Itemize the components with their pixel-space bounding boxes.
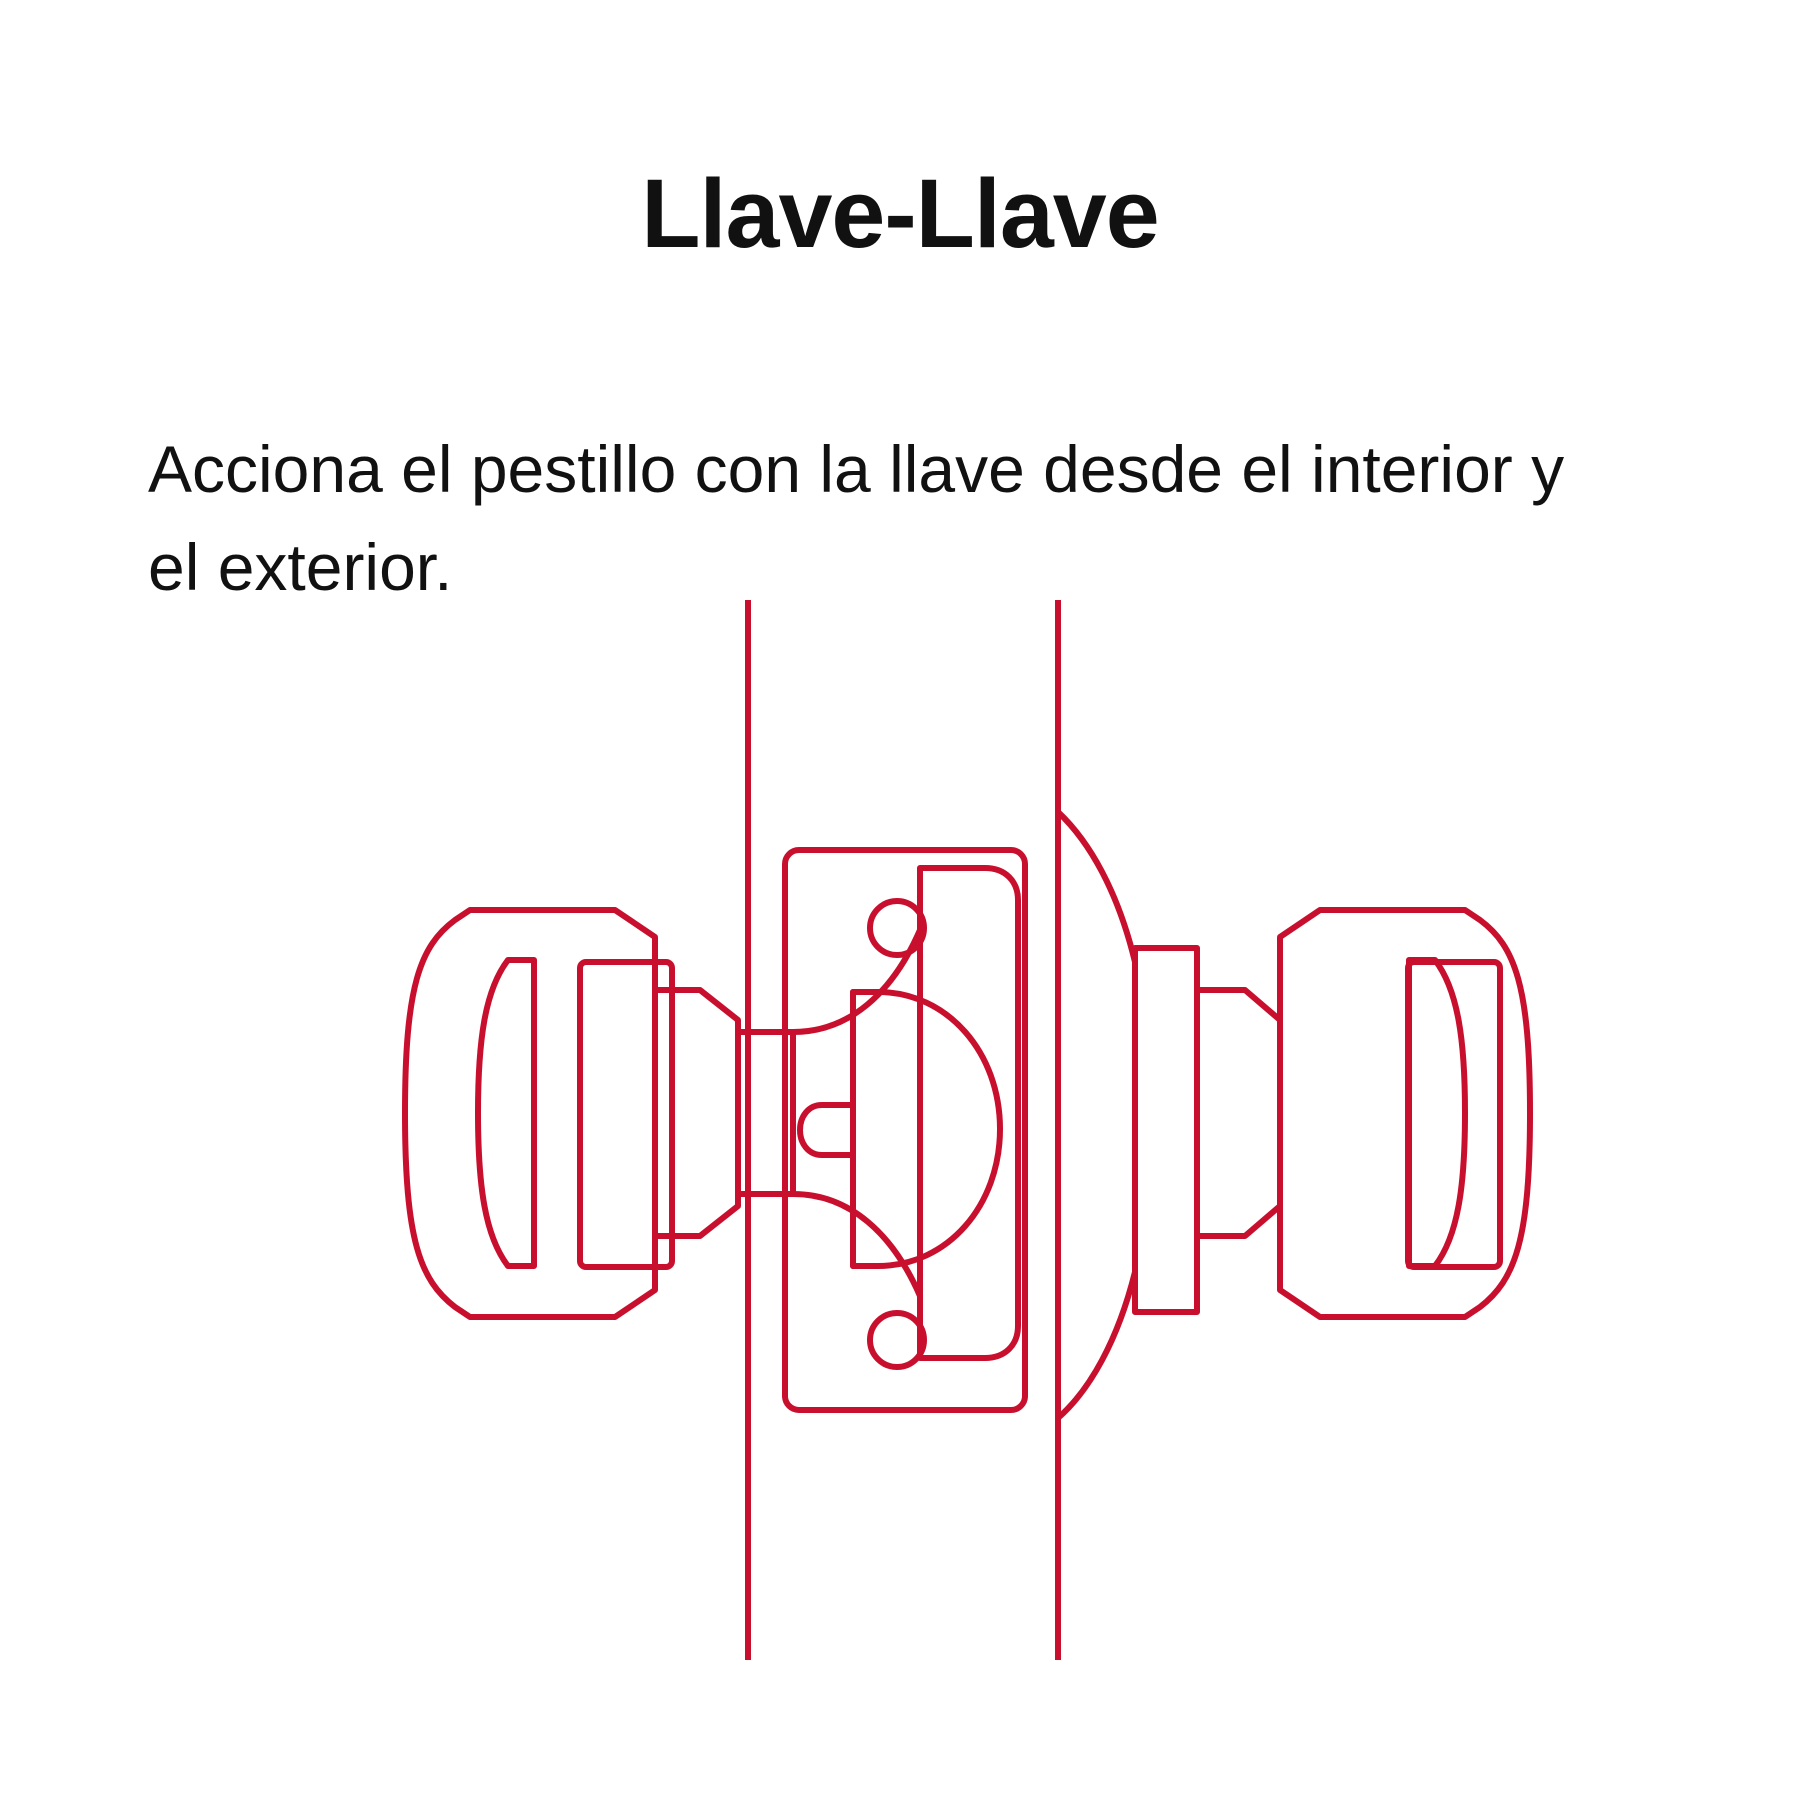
page-title: Llave-Llave — [641, 158, 1159, 268]
screw-hole-bottom — [870, 1313, 924, 1367]
screw-hole-top — [870, 901, 924, 955]
interior-key-cylinder — [1058, 812, 1530, 1418]
lock-diagram — [0, 600, 1800, 1660]
latch-bolt — [800, 992, 1000, 1266]
page-description: Acciona el pestillo con la llave desde el interior y el exterior. — [148, 432, 1565, 604]
latch-faceplate — [785, 850, 1025, 1410]
exterior-key-cylinder — [405, 868, 1018, 1358]
